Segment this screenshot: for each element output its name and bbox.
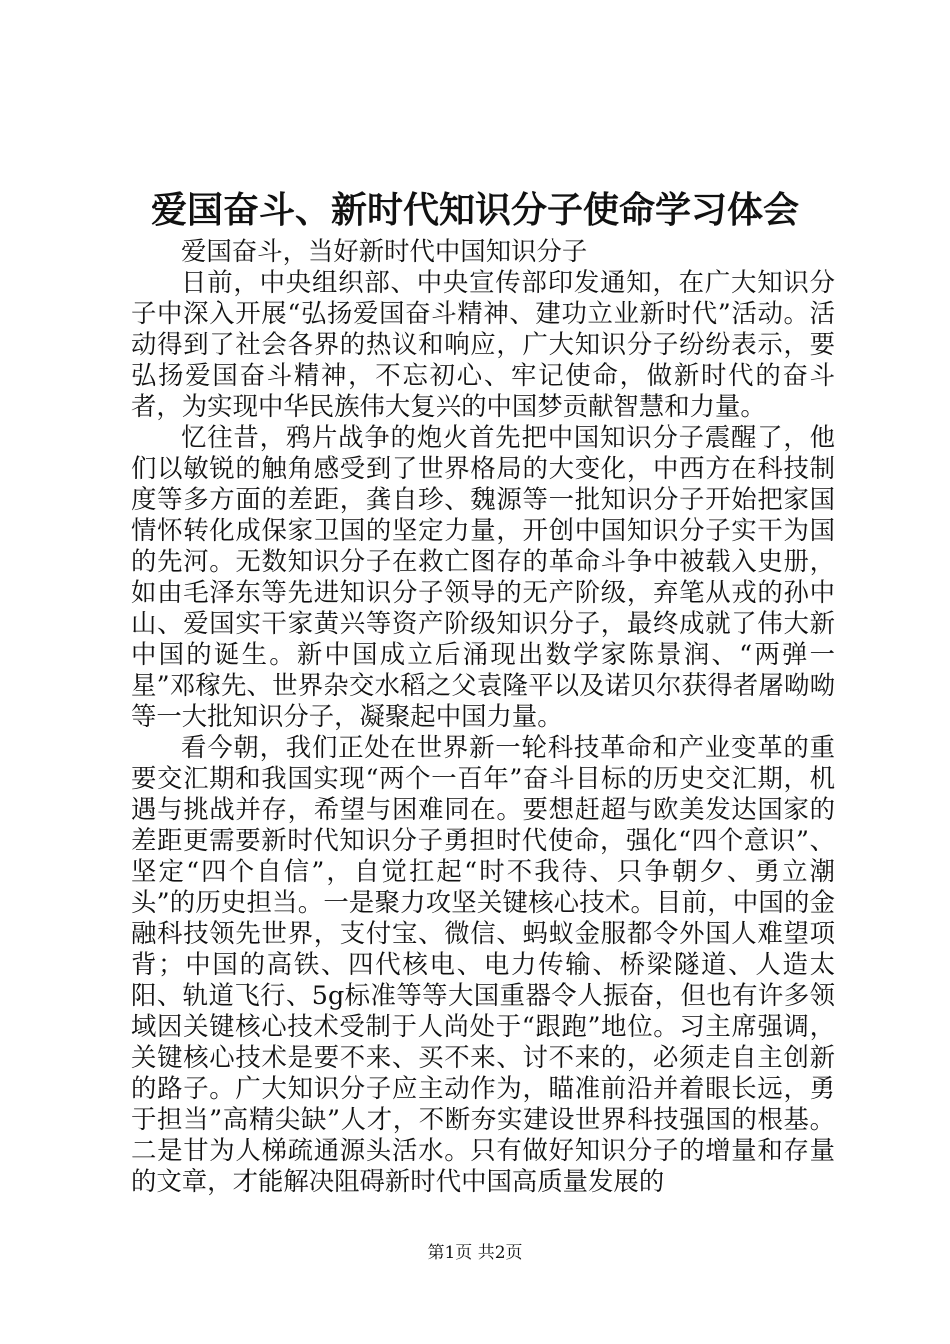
paragraph-history: 忆往昔，鸦片战争的炮火首先把中国知识分子震醒了，他们以敏锐的触角感受到了世界格局的大变化，中西方在科技制度等多方面的差距，龚自珍、魏源等一批知识分子开始把家国情怀转化成保家卫国的坚定力量，开创中国知识分子实干为国的先河。无数知识分子在救亡图存的革命斗争中被载入史册，如由毛泽东等先进知识分子领导的无产阶级，弃笔从戎的孙中山、爱国实干家黄兴等资产阶级知识分子，最终成就了伟大新中国的诞生。新中国成立后涌现出数学家陈景润、“两弹一星”邓稼先、世界杂交水稻之父袁隆平以及诺贝尔获得者屠呦呦等一大批知识分子，凝聚起中国力量。 xyxy=(131,422,835,731)
paragraph-intro: 日前，中央组织部、中央宣传部印发通知，在广大知识分子中深入开展“弘扬爱国奋斗精神、建功立业新时代”活动。活动得到了社会各界的热议和响应，广大知识分子纷纷表示，要弘扬爱国奋斗精神，不忘初心、牢记使命，做新时代的奋斗者，为实现中华民族伟大复兴的中国梦贡献智慧和力量。 xyxy=(131,267,835,421)
document-body xyxy=(131,236,835,1197)
document-title: 爱国奋斗、新时代知识分子使命学习体会 xyxy=(150,189,799,231)
paragraph-present: 看今朝，我们正处在世界新一轮科技革命和产业变革的重要交汇期和我国实现“两个一百年”奋斗目标的历史交汇期，机遇与挑战并存，希望与困难同在。要想赶超与欧美发达国家的差距更需要新时代知识分子勇担时代使命，强化“四个意识”、坚定“四个自信”，自觉扛起“时不我待、只争朝夕、勇立潮头”的历史担当。一是聚力攻坚关键核心技术。目前，中国的金融科技领先世界，支付宝、微信、蚂蚁金服都令外国人难望项背；中国的高铁、四代核电、电力传输、桥梁隧道、人造太阳、轨道飞行、5g标准等等大国重器令人振奋，但也有许多领域因关键核心技术受制于人尚处于“跟跑”地位。习主席强调，关键核心技术是要不来、买不来、讨不来的，必须走自主创新的路子。广大知识分子应主动作为，瞄准前沿并着眼长远，勇于担当”高精尖缺”人才，不断夯实建设世界科技强国的根基。二是甘为人梯疏通源头活水。只有做好知识分子的增量和存量的文章，才能解决阻碍新时代中国高质量发展的 xyxy=(131,732,835,1196)
page-number-footer: 第1页 共2页 xyxy=(427,1243,523,1263)
paragraph-subtitle: 爱国奋斗，当好新时代中国知识分子 xyxy=(181,236,588,266)
